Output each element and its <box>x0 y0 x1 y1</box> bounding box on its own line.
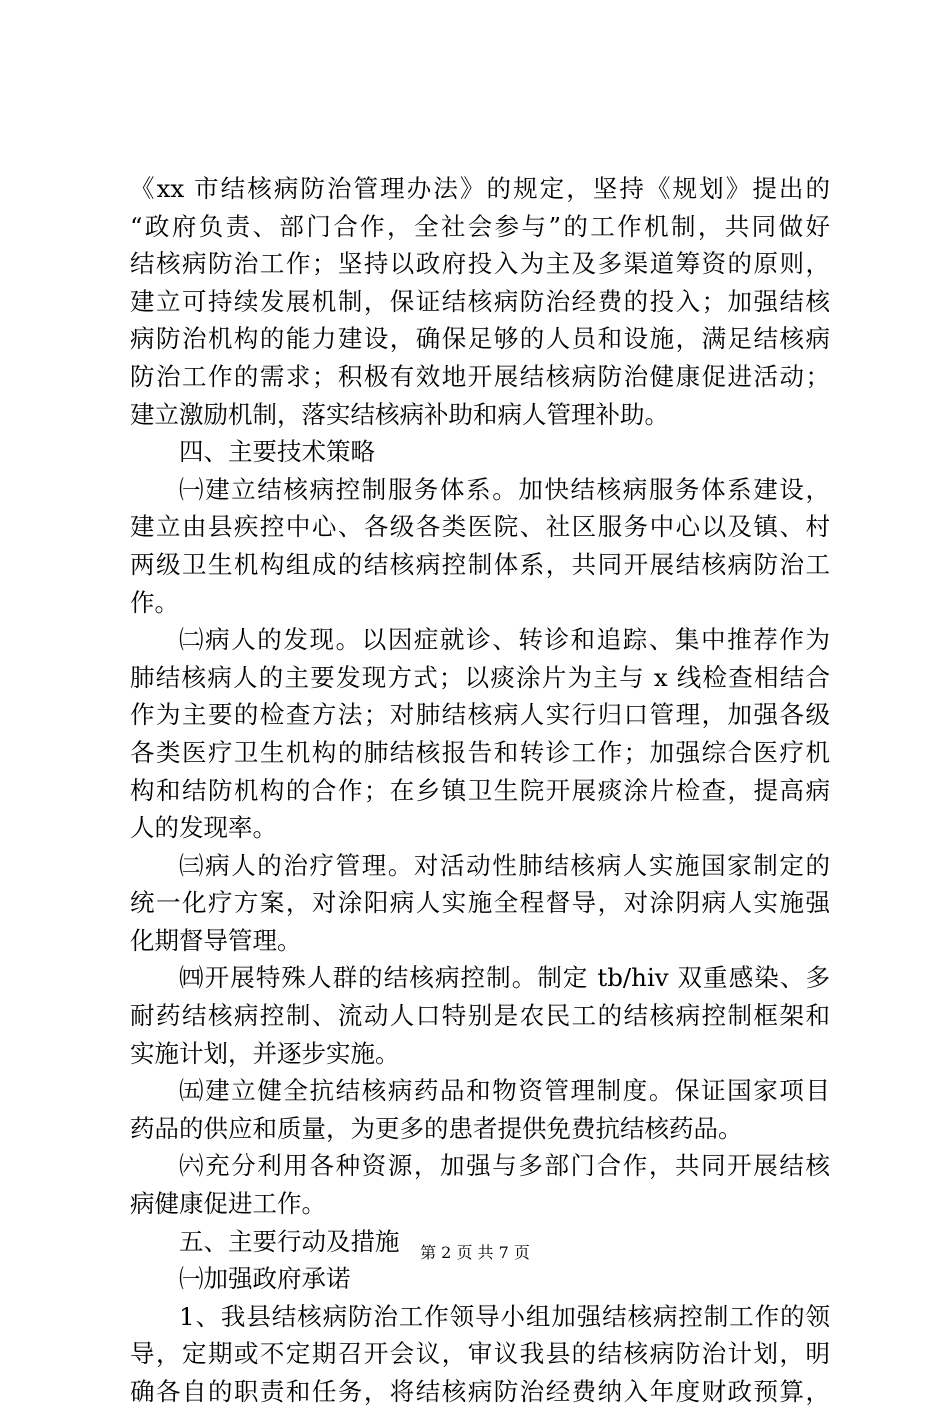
text-line: 耐药结核病控制、流动人口特别是农民工的结核病控制框架和 <box>130 1001 830 1031</box>
paragraph <box>130 1072 830 1147</box>
text-line: 统一化疗方案，对涂阳病人实施全程督导，对涂阴病人实施强 <box>130 888 830 918</box>
text-line: ㈣开展特殊人群的结核病控制。制定 tb/hiv 双重感染、多 <box>179 963 830 993</box>
text-line: 各类医疗卫生机构的肺结核报告和转诊工作；加强综合医疗机 <box>130 737 830 767</box>
text-line: 人的发现率。 <box>130 813 277 843</box>
document-body <box>130 170 830 1411</box>
text-line: 防治工作的需求；积极有效地开展结核病防治健康促进活动； <box>130 361 830 391</box>
text-line: ㈠建立结核病控制服务体系。加快结核病服务体系建设， <box>179 474 830 504</box>
text-line: ㈠加强政府承诺 <box>179 1264 351 1294</box>
text-line: 作。 <box>130 587 179 617</box>
paragraph <box>130 1147 830 1222</box>
paragraph <box>130 1260 830 1298</box>
text-line: 构和结防机构的合作；在乡镇卫生院开展痰涂片检查，提高病 <box>130 775 830 805</box>
page-footer: 第 2 页 共 7 页 <box>420 1243 530 1262</box>
paragraph <box>130 170 830 433</box>
text-line: 病健康促进工作。 <box>130 1189 326 1219</box>
text-line: “政府负责、部门合作，全社会参与”的工作机制，共同做好 <box>130 211 830 241</box>
text-line: 结核病防治工作；坚持以政府投入为主及多渠道筹资的原则， <box>130 249 830 279</box>
text-line: 《xx 市结核病防治管理办法》的规定，坚持《规划》提出的 <box>130 174 830 203</box>
paragraph <box>130 847 830 960</box>
text-line: ㈢病人的治疗管理。对活动性肺结核病人实施国家制定的 <box>179 850 830 880</box>
paragraph <box>130 959 830 1072</box>
text-line: 1、我县结核病防治工作领导小组加强结核病控制工作的领 <box>179 1301 830 1331</box>
text-line: ㈥充分利用各种资源，加强与多部门合作，共同开展结核 <box>179 1151 830 1181</box>
text-line: 两级卫生机构组成的结核病控制体系，共同开展结核病防治工 <box>130 549 830 579</box>
text-line: 建立可持续发展机制，保证结核病防治经费的投入；加强结核 <box>130 286 830 316</box>
paragraph <box>130 621 830 847</box>
text-line: 病防治机构的能力建设，确保足够的人员和设施，满足结核病 <box>130 324 830 354</box>
text-line: 确各自的职责和任务，将结核病防治经费纳入年度财政预算， <box>130 1377 830 1406</box>
text-line: 五、主要行动及措施 <box>179 1226 400 1256</box>
paragraph <box>130 471 830 621</box>
paragraph <box>130 1298 830 1411</box>
text-line: 四、主要技术策略 <box>179 437 375 467</box>
text-line: 化期督导管理。 <box>130 925 302 955</box>
text-line: 建立激励机制，落实结核病补助和病人管理补助。 <box>130 399 669 429</box>
text-line: 建立由县疾控中心、各级各类医院、社区服务中心以及镇、村 <box>130 512 830 542</box>
paragraph <box>130 433 830 471</box>
text-line: ㈤建立健全抗结核病药品和物资管理制度。保证国家项目 <box>179 1076 830 1106</box>
text-line: 肺结核病人的主要发现方式；以痰涂片为主与 x 线检查相结合 <box>130 662 830 692</box>
text-line: 导，定期或不定期召开会议，审议我县的结核病防治计划，明 <box>130 1339 830 1369</box>
text-line: 实施计划，并逐步实施。 <box>130 1038 400 1068</box>
text-line: ㈡病人的发现。以因症就诊、转诊和追踪、集中推荐作为 <box>179 625 830 655</box>
text-line: 作为主要的检查方法；对肺结核病人实行归口管理，加强各级 <box>130 700 830 730</box>
text-line: 药品的供应和质量，为更多的患者提供免费抗结核药品。 <box>130 1113 743 1143</box>
